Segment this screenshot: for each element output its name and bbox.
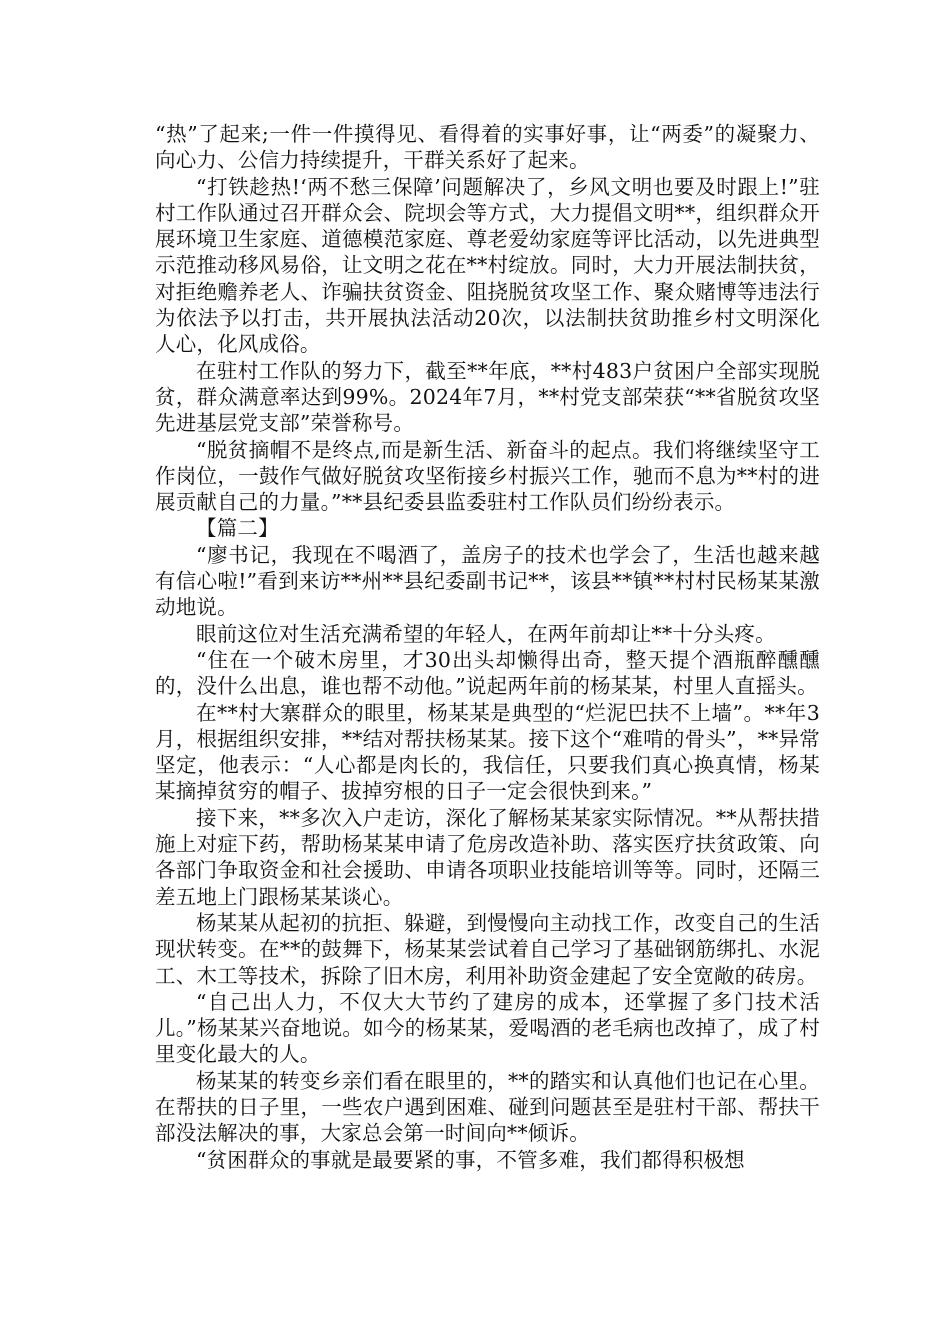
paragraph: 杨某某从起初的抗拒、躲避，到慢慢向主动找工作，改变自己的生活现状转变。在**的鼓舞下，杨某某尝试着自己学习了基础钢筋绑扎、水泥工、木工等技术，拆除了旧木房，利用补助资金建起了安全宽敞的砖房。 — [155, 910, 820, 988]
paragraph: 在驻村工作队的努力下，截至**年底，**村483户贫困户全部实现脱贫，群众满意率达到99%。2024年7月，**村党支部荣获“**省脱贫攻坚先进基层党支部”荣誉称号。 — [155, 358, 820, 436]
paragraph: “自己出人力，不仅大大节约了建房的成本，还掌握了多门技术活儿。”杨某某兴奋地说。如今的杨某某，爱喝酒的老毛病也改掉了，成了村里变化最大的人。 — [155, 989, 820, 1067]
paragraph: “住在一个破木房里，才30出头却懒得出奇，整天提个酒瓶醉醺醺的，没什么出息，谁也帮不动他。”说起两年前的杨某某，村里人直摇头。 — [155, 647, 820, 699]
paragraph: “打铁趁热!‘两不愁三保障’问题解决了，乡风文明也要及时跟上!”驻村工作队通过召开群众会、院坝会等方式，大力提倡文明**，组织群众开展环境卫生家庭、道德模范家庭、尊老爱幼家庭等评比活动，以先进典型示范推动移风易俗，让文明之花在**村绽放。同时，大力开展法制扶贫，对拒绝赡养老人、诈骗扶贫资金、阻挠脱贫攻坚工作、聚众赌博等违法行为依法予以打击，共开展执法活动20次，以法制扶贫助推乡村文明深化人心，化风成俗。 — [155, 174, 820, 357]
document-body — [155, 121, 820, 1173]
paragraph: 在**村大寨群众的眼里，杨某某是典型的“烂泥巴扶不上墙”。**年3月，根据组织安排，**结对帮扶杨某某。接下这个“难啃的骨头”，**异常坚定，他表示：“人心都是肉长的，我信任，只要我们真心换真情，杨某某摘掉贫穷的帽子、拔掉穷根的日子一定会很快到来。” — [155, 700, 820, 804]
paragraph-continuation: “热”了起来;一件一件摸得见、看得着的实事好事，让“两委”的凝聚力、向心力、公信力持续提升，干群关系好了起来。 — [155, 122, 820, 173]
paragraph: 杨某某的转变乡亲们看在眼里的，**的踏实和认真他们也记在心里。在帮扶的日子里，一些农户遇到困难、碰到问题甚至是驻村干部、帮扶干部没法解决的事，大家总会第一时间向**倾诉。 — [155, 1068, 820, 1146]
paragraph: “贫困群众的事就是最要紧的事，不管多难，我们都得积极想 — [196, 1147, 745, 1172]
section-heading: 【篇二】 — [196, 516, 279, 541]
paragraph: “脱贫摘帽不是终点,而是新生活、新奋斗的起点。我们将继续坚守工作岗位，一鼓作气做好脱贫攻坚衔接乡村振兴工作，驰而不息为**村的进展贡献自己的力量。”**县纪委县监委驻村工作队员们纷纷表示。 — [155, 437, 820, 515]
paragraph: “廖书记，我现在不喝酒了，盖房子的技术也学会了，生活也越来越有信心啦!”看到来访**州**县纪委副书记**，该县**镇**村村民杨某某激动地说。 — [155, 542, 820, 620]
paragraph: 眼前这位对生活充满希望的年轻人，在两年前却让**十分头疼。 — [196, 621, 776, 646]
paragraph: 接下来，**多次入户走访，深化了解杨某某家实际情况。**从帮扶措施上对症下药，帮助杨某某申请了危房改造补助、落实医疗扶贫政策、向各部门争取资金和社会援助、申请各项职业技能培训等等。同时，还隔三差五地上门跟杨某某谈心。 — [155, 805, 820, 909]
